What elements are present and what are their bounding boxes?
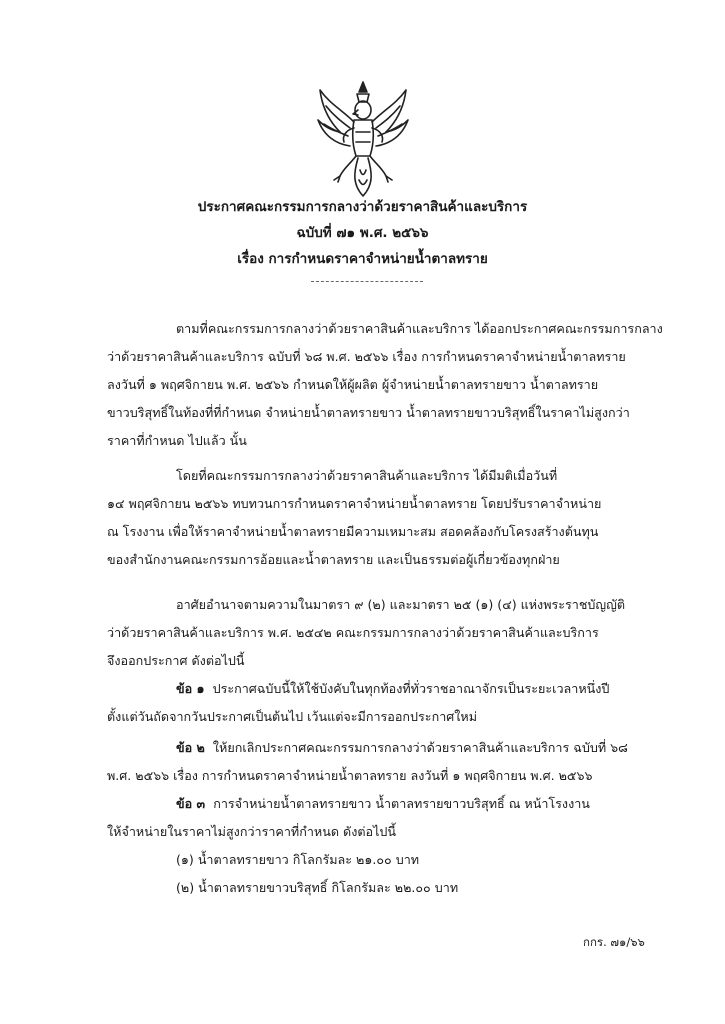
paragraph-1-line: ราคาที่กำหนด ไปแล้ว นั้น xyxy=(107,433,247,448)
announcement-subject: เรื่อง การกำหนดราคาจำหน่ายน้ำตาลทราย xyxy=(237,251,488,267)
document-reference: กกร. ๗๑/๖๖ xyxy=(583,935,645,949)
paragraph-2-line: ของสำนักงานคณะกรรมการอ้อยและน้ำตาลทราย และเป็นธรรมต่อผู้เกี่ยวข้องทุกฝ่าย xyxy=(107,552,560,567)
paragraph-2-line: ๑๔ พฤศจิกายน ๒๕๖๖ ทบทวนการกำหนดราคาจำหน่ายน้ำตาลทราย โดยปรับราคาจำหน่าย xyxy=(107,496,602,511)
paragraph-3-line: จึงออกประกาศ ดังต่อไปนี้ xyxy=(107,653,245,668)
clause-3-text: การจำหน่ายน้ำตาลทรายขาว น้ำตาลทรายขาวบริสุทธิ์ ณ หน้าโรงงาน xyxy=(213,796,590,811)
clause-1-label: ข้อ ๑ xyxy=(176,681,205,696)
header-divider xyxy=(311,281,423,282)
clause-2-continuation: พ.ศ. ๒๕๖๖ เรื่อง การกำหนดราคาจำหน่ายน้ำตาลทราย ลงวันที่ ๑ พฤศจิกายน พ.ศ. ๒๕๖๖ xyxy=(107,768,593,783)
price-item: (๑) น้ำตาลทรายขาว กิโลกรัมละ ๒๑.๐๐ บาท xyxy=(176,852,420,867)
clause-2-text: ให้ยกเลิกประกาศคณะกรรมการกลางว่าด้วยราคาสินค้าและบริการ ฉบับที่ ๖๘ xyxy=(212,740,628,755)
clause-3-continuation: ให้จำหน่ายในราคาไม่สูงกว่าราคาที่กำหนด ดังต่อไปนี้ xyxy=(107,824,397,839)
announcement-title: ประกาศคณะกรรมการกลางว่าด้วยราคาสินค้าและบริการ xyxy=(197,199,528,215)
clause-2 xyxy=(176,739,628,757)
garuda-emblem-icon xyxy=(314,80,412,198)
paragraph-1-line: ขาวบริสุทธิ์ในท้องที่ที่กำหนด จำหน่ายน้ำตาลทรายขาว น้ำตาลทรายขาวบริสุทธิ์ในราคาไม่สูงกว่า xyxy=(107,405,630,420)
paragraph-1-line: ลงวันที่ ๑ พฤศจิกายน พ.ศ. ๒๕๖๖ กำหนดให้ผู้ผลิต ผู้จำหน่ายน้ำตาลทรายขาว น้ำตาลทราย xyxy=(107,377,599,392)
price-item: (๒) น้ำตาลทรายขาวบริสุทธิ์ กิโลกรัมละ ๒๒.๐๐ บาท xyxy=(176,880,459,895)
paragraph-3-line: อาศัยอำนาจตามความในมาตรา ๙ (๒) และมาตรา ๒๕ (๑) (๔) แห่งพระราชบัญญัติ xyxy=(176,597,626,612)
clause-2-label: ข้อ ๒ xyxy=(176,740,205,755)
paragraph-3-line: ว่าด้วยราคาสินค้าและบริการ พ.ศ. ๒๕๔๒ คณะกรรมการกลางว่าด้วยราคาสินค้าและบริการ xyxy=(107,625,599,640)
clause-1-text: ประกาศฉบับนี้ให้ใช้บังคับในทุกท้องที่ทั่วราชอาณาจักรเป็นระยะเวลาหนึ่งปี xyxy=(212,681,610,696)
clause-1-continuation: ตั้งแต่วันถัดจากวันประกาศเป็นต้นไป เว้นแต่จะมีการออกประกาศใหม่ xyxy=(107,709,478,724)
clause-3 xyxy=(176,795,590,813)
clause-1 xyxy=(176,680,609,698)
paragraph-1-line: ว่าด้วยราคาสินค้าและบริการ ฉบับที่ ๖๘ พ.ศ. ๒๕๖๖ เรื่อง การกำหนดราคาจำหน่ายน้ำตาลทราย xyxy=(107,349,626,364)
paragraph-1-line: ตามที่คณะกรรมการกลางว่าด้วยราคาสินค้าและบริการ ได้ออกประกาศคณะกรรมการกลาง xyxy=(176,321,663,336)
clause-3-label: ข้อ ๓ xyxy=(176,796,206,811)
announcement-issue: ฉบับที่ ๗๑ พ.ศ. ๒๕๖๖ xyxy=(296,225,429,241)
paragraph-2-line: โดยที่คณะกรรมการกลางว่าด้วยราคาสินค้าและบริการ ได้มีมติเมื่อวันที่ xyxy=(176,468,558,483)
paragraph-2-line: ณ โรงงาน เพื่อให้ราคาจำหน่ายน้ำตาลทรายมีความเหมาะสม สอดคล้องกับโครงสร้างต้นทุน xyxy=(107,524,599,539)
